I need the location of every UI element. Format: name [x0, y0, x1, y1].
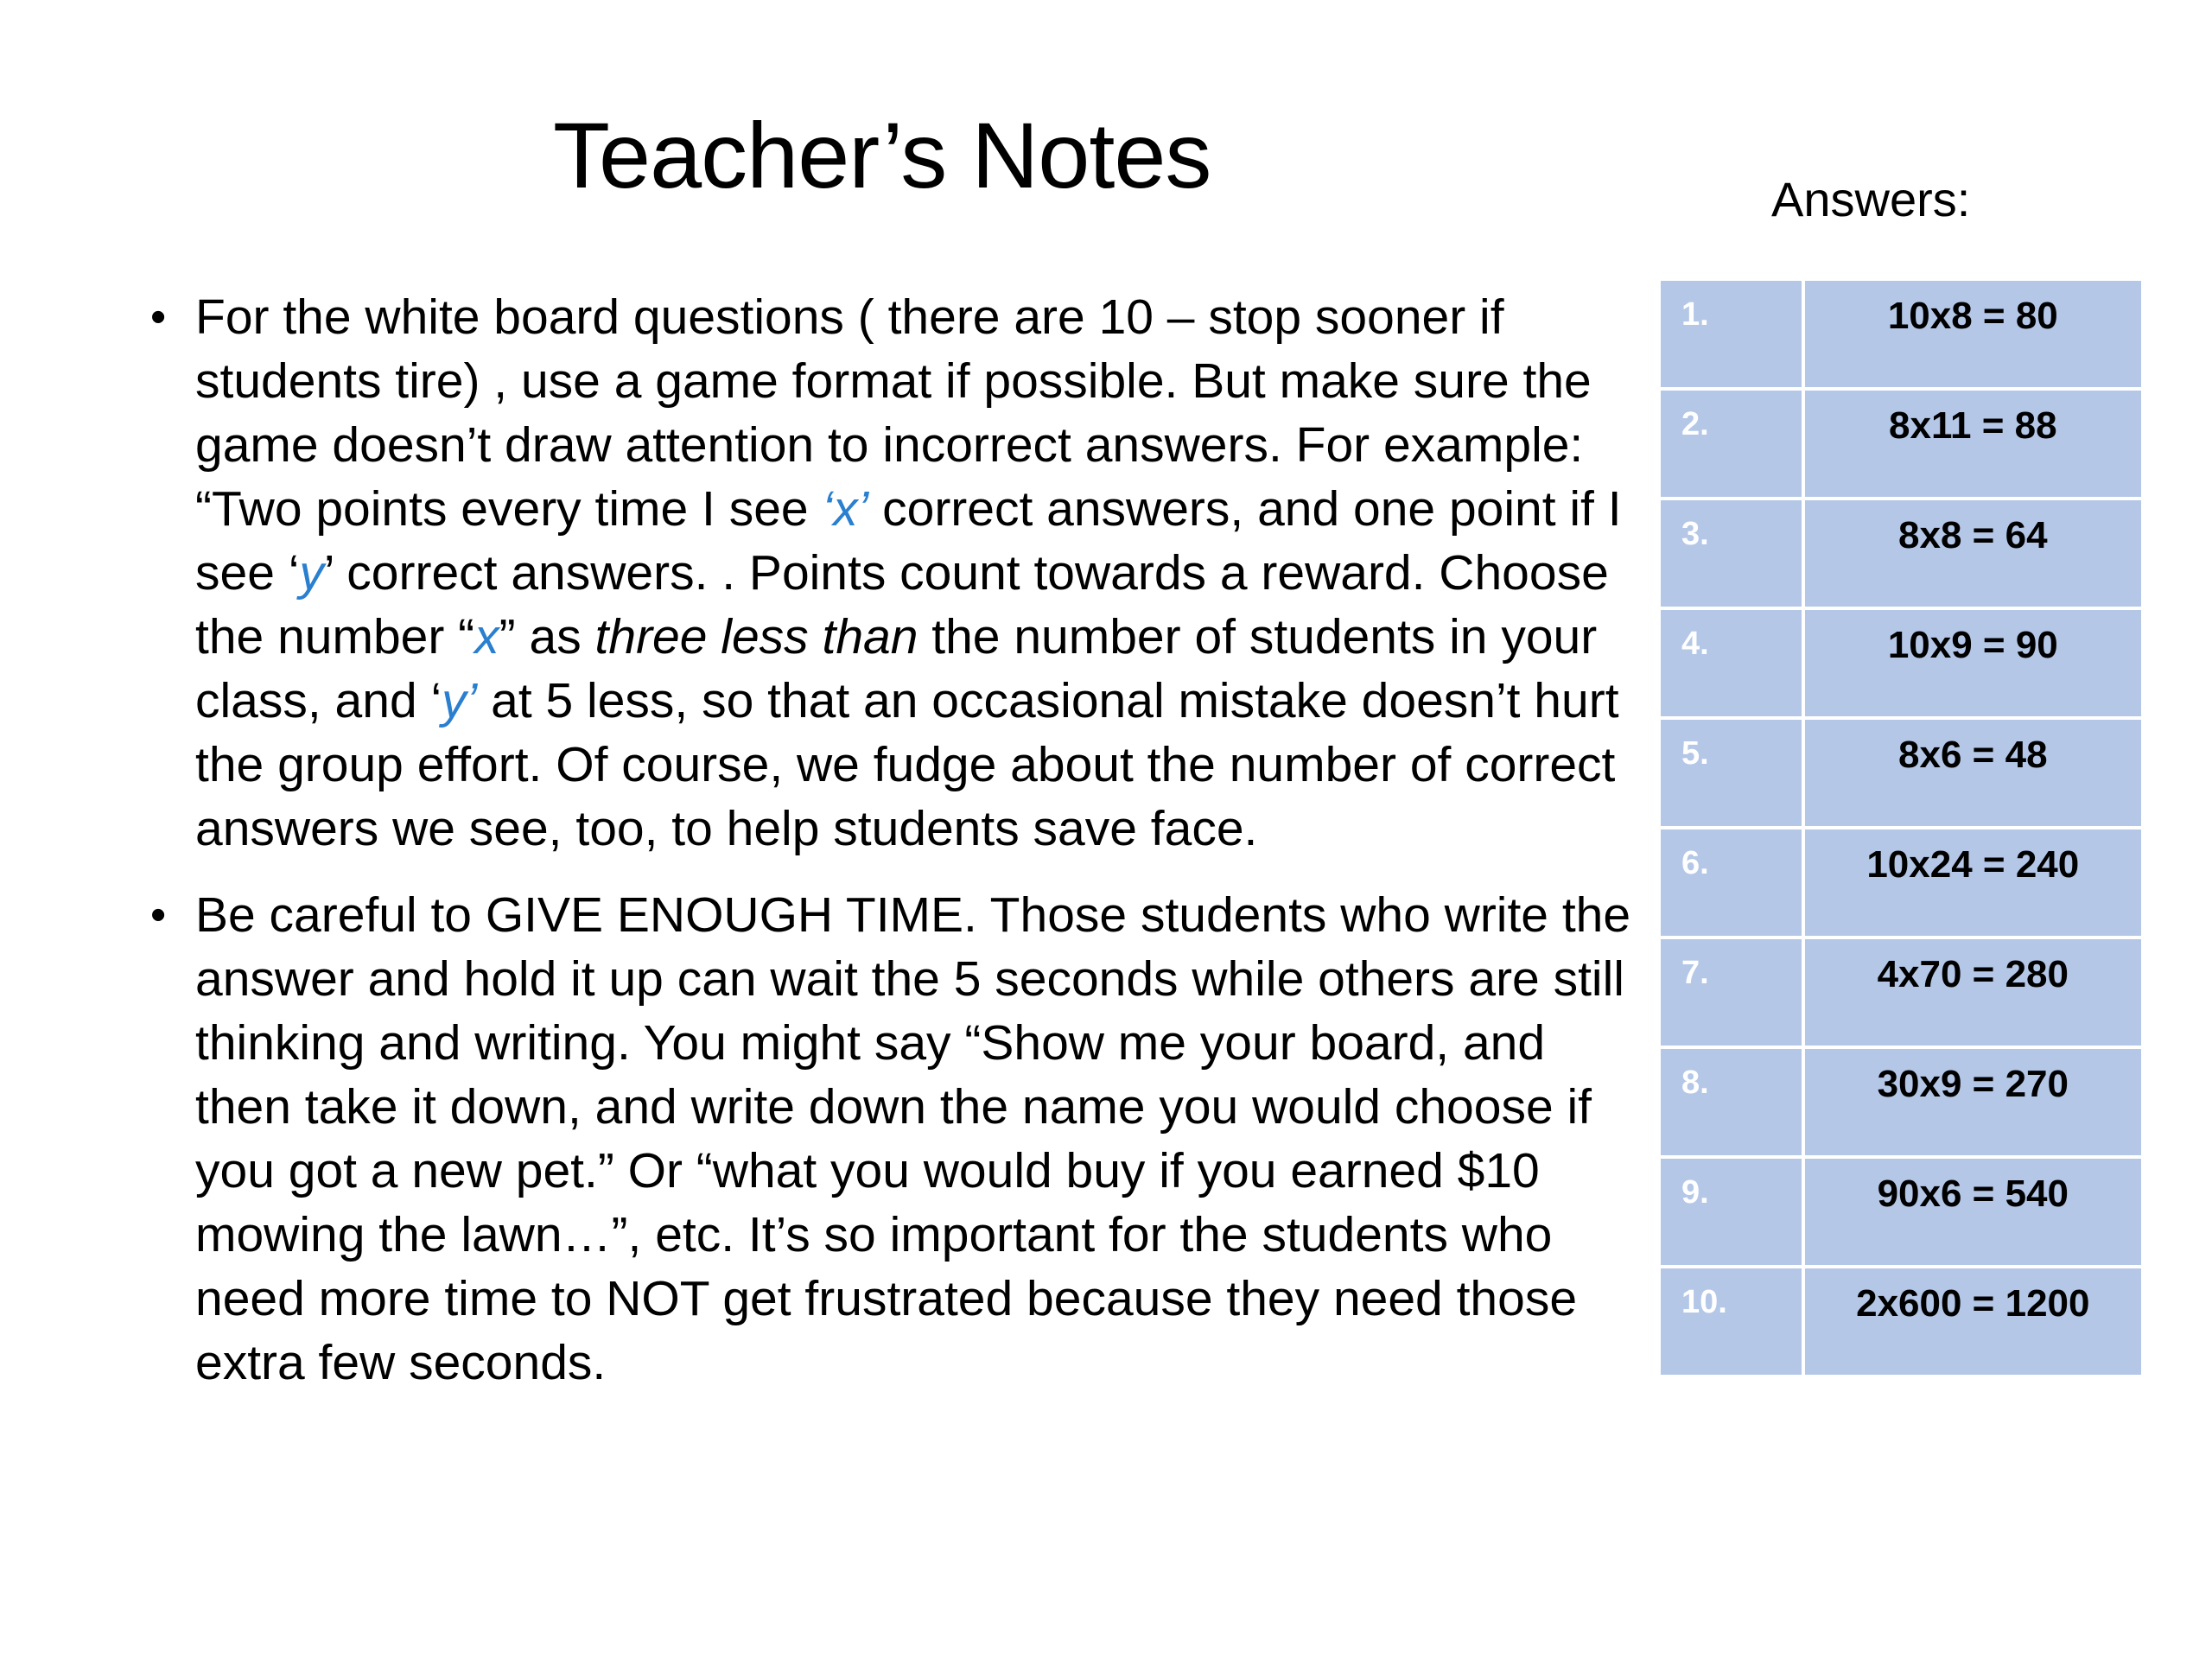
notes-list	[147, 285, 1633, 1417]
answer-number: 9.	[1659, 1157, 1803, 1267]
table-row	[1659, 608, 2143, 718]
answer-value: 10x9 = 90	[1803, 608, 2143, 718]
answer-number: 3.	[1659, 499, 1803, 608]
table-row	[1659, 1267, 2143, 1376]
bullet-icon: •	[150, 292, 167, 342]
table-row	[1659, 1047, 2143, 1157]
answer-number: 1.	[1659, 279, 1803, 389]
answer-value: 8x11 = 88	[1803, 389, 2143, 499]
variable-y: y	[299, 545, 324, 601]
answer-number: 5.	[1659, 718, 1803, 828]
table-row	[1659, 389, 2143, 499]
answer-value: 4x70 = 280	[1803, 938, 2143, 1047]
answer-value: 10x24 = 240	[1803, 828, 2143, 938]
answer-number: 10.	[1659, 1267, 1803, 1376]
text-run: For the white board questions ( there are 10 – stop sooner if students tire) , use a game format if possible. But make sure the game doesn’t draw attention to incorrect answers. For example: “Two points every time I see	[195, 289, 1592, 537]
answer-value: 8x8 = 64	[1803, 499, 2143, 608]
text-run: Be careful to GIVE ENOUGH TIME. Those students who write the answer and hold it up can wait the 5 seconds while others are still thinking and writing. You might say “Show me your board, and then take it down, and write down the name you would choose if you got a new pet.” Or “what you would buy if you earned $10 mowing the lawn…”, etc. It’s so important for the students who need more time to NOT get frustrated because they need those extra few seconds.	[195, 887, 1631, 1390]
answer-number: 2.	[1659, 389, 1803, 499]
answer-number: 8.	[1659, 1047, 1803, 1157]
text-run: ” as	[499, 609, 595, 664]
answer-value: 90x6 = 540	[1803, 1157, 2143, 1267]
table-row	[1659, 499, 2143, 608]
variable-y: y’	[442, 673, 478, 728]
answer-value: 30x9 = 270	[1803, 1047, 2143, 1157]
table-row	[1659, 828, 2143, 938]
answers-label: Answers:	[1771, 172, 1971, 226]
table-row	[1659, 1157, 2143, 1267]
answer-number: 7.	[1659, 938, 1803, 1047]
answer-number: 4.	[1659, 608, 1803, 718]
bullet-item	[147, 285, 1633, 861]
answer-number: 6.	[1659, 828, 1803, 938]
emphasis-text: three less than	[594, 609, 918, 664]
text-run: at 5 less, so that an occasional mistake doesn’t hurt the group effort. Of course, we fudge about the number of correct answers we see, too, to help students save face.	[195, 673, 1619, 856]
text-run: the number of students in your class, and ‘	[195, 609, 1598, 728]
text-run: ’ correct answers. . Points count towards a reward. Choose the number “	[195, 545, 1609, 664]
bullet-text	[195, 285, 1633, 861]
slide-title: Teacher’s Notes	[553, 103, 1211, 207]
answer-value: 8x6 = 48	[1803, 718, 2143, 828]
text-run: correct answers, and one point if I see ‘	[195, 481, 1622, 601]
table-row	[1659, 938, 2143, 1047]
bullet-item	[147, 883, 1633, 1395]
answer-value: 10x8 = 80	[1803, 279, 2143, 389]
answer-value: 2x600 = 1200	[1803, 1267, 2143, 1376]
variable-x: x	[474, 609, 499, 664]
table-row	[1659, 718, 2143, 828]
bullet-icon: •	[150, 890, 167, 940]
bullet-text	[195, 883, 1633, 1395]
table-row	[1659, 279, 2143, 389]
variable-x: ‘x’	[822, 481, 869, 537]
answers-table	[1659, 279, 2143, 1376]
